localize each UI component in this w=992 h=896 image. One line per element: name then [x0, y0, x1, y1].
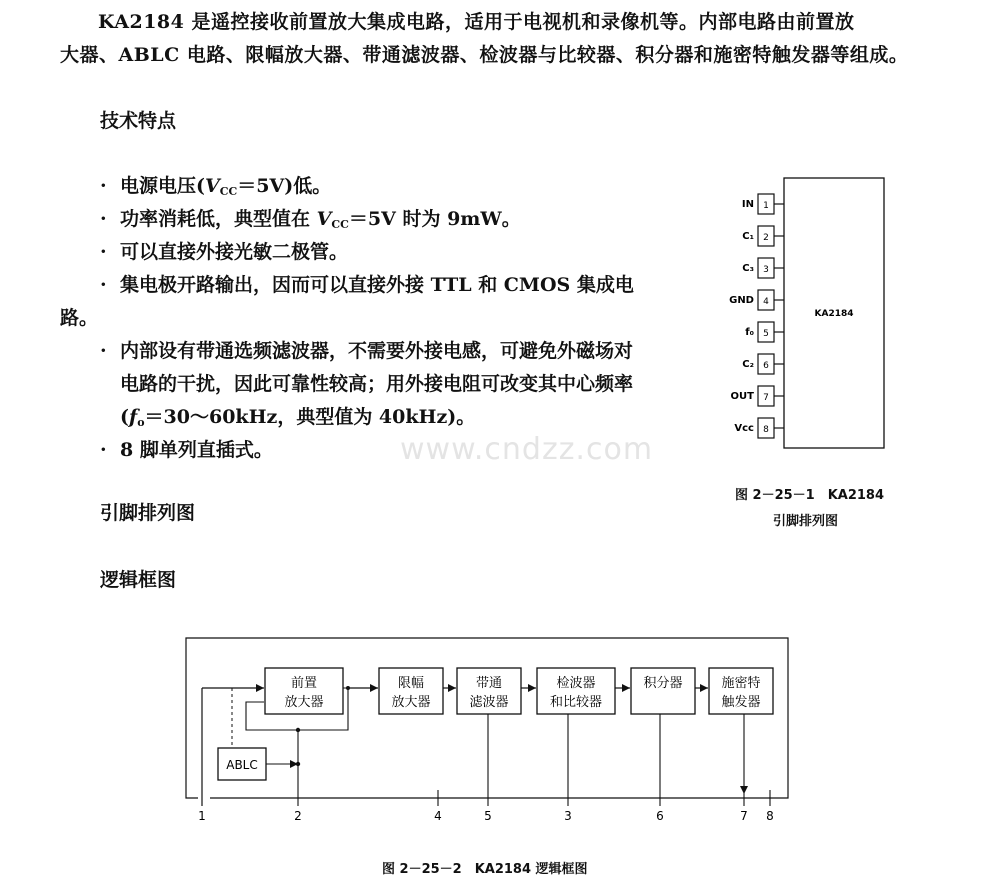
pin-2: [742, 226, 784, 246]
section-heading-features: 技术特点: [100, 110, 177, 132]
diagram-pin-3: 3: [564, 809, 572, 823]
feature-item-bandpass: · 内部设有带通选频滤波器，不需要外接电感，可避免外磁场对: [100, 340, 634, 362]
pin-number: 2: [763, 233, 769, 243]
feature-item-bandpass-line3: ($f_o=30\sim 60kHz$，典型值为 40kHz)。: [120, 406, 476, 429]
feature-item-package: · 8 脚单列直插式。: [100, 439, 273, 461]
block-ablc-label: ABLC: [226, 758, 258, 772]
block-limiter: [379, 668, 443, 714]
pinout-figure: [720, 170, 900, 460]
block-preamp: [265, 668, 343, 714]
block-schmitt: [709, 668, 773, 714]
diagram-pin-6: 6: [656, 809, 664, 823]
block-preamp-line2: 放大器: [284, 695, 324, 710]
block-schmitt-line1: 施密特: [721, 676, 761, 691]
pinout-caption-line2: 引脚排列图: [773, 514, 839, 529]
block-detector-line1: 检波器: [556, 676, 596, 691]
pinout-chip-label: KA2184: [814, 309, 854, 319]
intro-line-2: 大器、ABLC 电路、限幅放大器、带通滤波器、检波器与比较器、积分器和施密特触发器等组成。: [60, 44, 909, 66]
block-limiter-line2: 放大器: [391, 695, 431, 710]
diagram-pin-1: 1: [198, 809, 206, 823]
section-heading-block-diagram: 逻辑框图: [100, 569, 177, 591]
pin-4: [729, 290, 784, 310]
block-diagram-caption: 图 2－25－2 KA2184 逻辑框图: [382, 862, 588, 877]
block-detector-line2: 和比较器: [549, 695, 603, 710]
pin-5: [745, 322, 784, 342]
block-diagram: [170, 630, 810, 830]
pin-1: [742, 194, 784, 214]
pin-label: OUT: [730, 391, 754, 402]
pin-label: f₀: [745, 327, 754, 338]
diagram-pin-5: 5: [484, 809, 492, 823]
diagram-frame: [186, 638, 788, 798]
pin-number: 8: [763, 425, 769, 435]
intro-line-1: KA2184 是遥控接收前置放大集成电路，适用于电视机和录像机等。内部电路由前置放: [98, 11, 855, 33]
pin-label: C₁: [742, 231, 754, 242]
block-bandpass-line2: 滤波器: [469, 695, 509, 710]
block-detector: [537, 668, 615, 714]
pin-number: 5: [763, 329, 769, 339]
feature-item-photodiode: · 可以直接外接光敏二极管。: [100, 241, 349, 263]
diagram-pin-2: 2: [294, 809, 302, 823]
pinout-caption-line1: 图 2－25－1 KA2184: [735, 488, 885, 503]
pin-label: C₂: [742, 359, 754, 370]
block-bandpass-line1: 带通: [475, 676, 503, 691]
feature-item-power: · 功率消耗低，典型值在 $V_{CC}=5V$ 时为 9mW。: [100, 208, 521, 231]
pin-8: [734, 418, 784, 438]
pin-number: 4: [763, 297, 769, 307]
watermark: www.cndzz.com: [400, 432, 654, 467]
block-ablc: [218, 748, 266, 780]
feature-item-bandpass-line2: 电路的干扰，因此可靠性较高；用外接电阻可改变其中心频率: [120, 373, 634, 395]
block-integrator-label: 积分器: [643, 676, 683, 691]
feature-item-voltage: · 电源电压$(V_{CC}=5V)$低。: [100, 175, 332, 198]
pin-number: 6: [763, 361, 769, 371]
pin-number: 7: [763, 393, 769, 403]
pin-number: 3: [763, 265, 769, 275]
feature-item-open-collector: · 集电极开路输出，因而可以直接外接 TTL 和 CMOS 集成电: [100, 274, 634, 296]
pin-label: C₃: [742, 263, 754, 274]
section-heading-pinout: 引脚排列图: [100, 502, 196, 524]
diagram-pin-4: 4: [434, 809, 442, 823]
feature-item-open-collector-cont: 路。: [60, 307, 99, 329]
block-preamp-line1: 前置: [290, 676, 318, 691]
diagram-pin-7: 7: [740, 809, 748, 823]
pin-6: [742, 354, 784, 374]
block-schmitt-line2: 触发器: [721, 695, 761, 710]
pin-number: 1: [763, 201, 769, 211]
diagram-pin-8: 8: [766, 809, 774, 823]
block-bandpass: [457, 668, 521, 714]
pin-label: IN: [741, 199, 754, 210]
intro-paragraph: [60, 6, 940, 72]
block-limiter-line1: 限幅: [397, 676, 425, 691]
pin-3: [742, 258, 784, 278]
pin-label: GND: [729, 295, 754, 306]
pin-label: Vcc: [734, 423, 754, 434]
block-integrator: [631, 668, 695, 714]
pin-7: [731, 386, 784, 406]
